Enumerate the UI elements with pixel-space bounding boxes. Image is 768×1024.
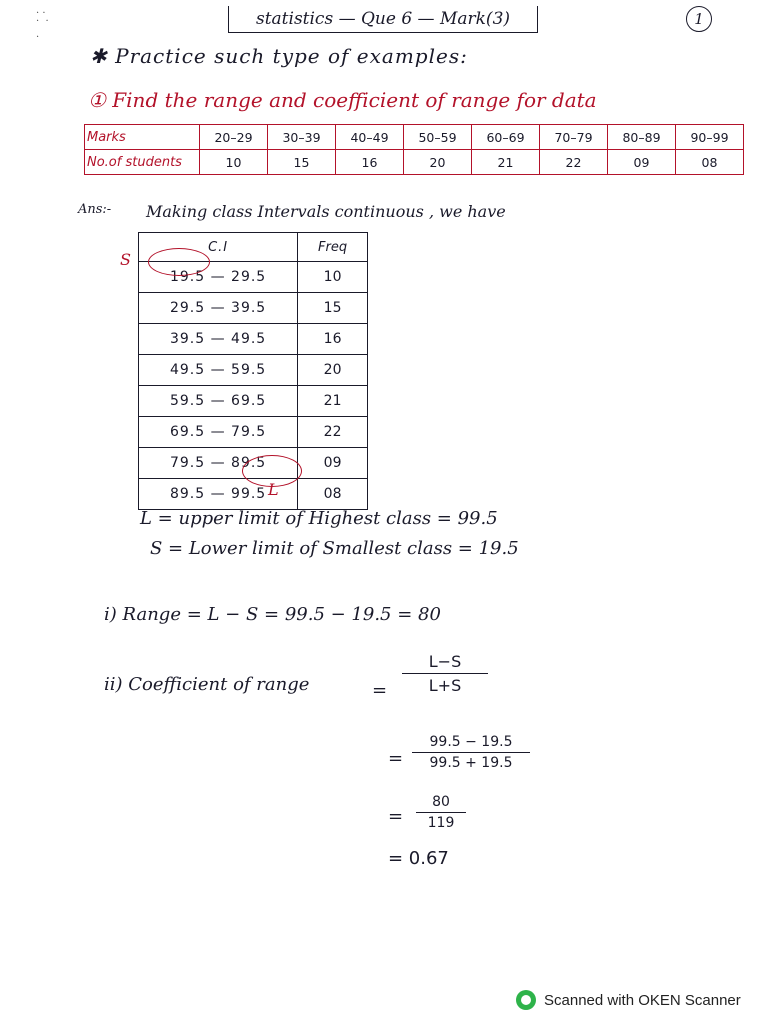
fraction-denominator: 99.5 + 19.5 xyxy=(412,752,530,771)
corner-dots: · · · · · xyxy=(36,8,49,43)
marks-cell: 60–69 xyxy=(472,125,540,150)
answer-prefix: Ans:- xyxy=(78,202,112,217)
ci-cell: 49.5 — 59.5 xyxy=(139,355,298,386)
students-cell: 08 xyxy=(676,150,744,175)
students-cell: 22 xyxy=(540,150,608,175)
marks-cell: 40–49 xyxy=(336,125,404,150)
fraction-denominator: L+S xyxy=(402,673,488,695)
equals-sign: = xyxy=(388,806,404,827)
freq-cell: 22 xyxy=(298,417,368,448)
page-number: 1 xyxy=(686,6,712,32)
table-row xyxy=(139,355,368,386)
lowest-limit-circle xyxy=(148,248,210,276)
table-row xyxy=(139,324,368,355)
freq-cell: 16 xyxy=(298,324,368,355)
ci-cell: 59.5 — 69.5 xyxy=(139,386,298,417)
equals-sign: = xyxy=(388,748,404,769)
students-cell: 20 xyxy=(404,150,472,175)
range-calculation: i) Range = L − S = 99.5 − 19.5 = 80 xyxy=(104,604,441,625)
marks-cell: 50–59 xyxy=(404,125,472,150)
table-row xyxy=(139,386,368,417)
fraction-numerator: 99.5 − 19.5 xyxy=(429,734,513,750)
definition-l: L = upper limit of Highest class = 99.5 xyxy=(140,508,498,529)
question-text: ① Find the range and coefficient of range for data xyxy=(88,88,597,112)
students-cell: 09 xyxy=(608,150,676,175)
ci-cell: 39.5 — 49.5 xyxy=(139,324,298,355)
fraction-numerator: L−S xyxy=(428,652,462,671)
freq-cell: 10 xyxy=(298,262,368,293)
freq-cell: 15 xyxy=(298,293,368,324)
page-header-title: statistics — Que 6 — Mark(3) xyxy=(228,6,538,33)
answer-text: Making class Intervals continuous , we have xyxy=(146,202,506,221)
marks-cell: 90–99 xyxy=(676,125,744,150)
ci-cell: 19.5 — 29.5 xyxy=(139,262,298,293)
marks-cell: 20–29 xyxy=(200,125,268,150)
students-cell: 21 xyxy=(472,150,540,175)
ci-cell: 89.5 — 99.5 xyxy=(139,479,298,510)
question-table xyxy=(84,124,744,175)
definition-s: S = Lower limit of Smallest class = 19.5 xyxy=(150,538,519,559)
students-cell: 16 xyxy=(336,150,404,175)
equals-sign: = xyxy=(372,680,388,701)
practice-heading: ✱ Practice such type of examples: xyxy=(90,44,468,68)
coefficient-label: ii) Coefficient of range xyxy=(104,674,310,695)
students-row xyxy=(85,150,744,175)
table-row xyxy=(139,293,368,324)
coefficient-result: = 0.67 xyxy=(388,848,449,869)
scanner-text: Scanned with OKEN Scanner xyxy=(544,991,741,1009)
marks-cell: 80–89 xyxy=(608,125,676,150)
freq-cell: 21 xyxy=(298,386,368,417)
fraction-denominator: 119 xyxy=(416,812,466,831)
ci-cell: 29.5 — 39.5 xyxy=(139,293,298,324)
marks-label: Marks xyxy=(85,125,200,150)
ci-cell: 79.5 — 89.5 xyxy=(139,448,298,479)
marks-row xyxy=(85,125,744,150)
ci-cell: 69.5 — 79.5 xyxy=(139,417,298,448)
l-marker: L xyxy=(268,480,279,499)
fraction-substituted xyxy=(412,734,530,771)
table-row xyxy=(139,417,368,448)
freq-cell: 20 xyxy=(298,355,368,386)
scanner-watermark xyxy=(516,990,741,1010)
marks-cell: 70–79 xyxy=(540,125,608,150)
fraction-simplified xyxy=(416,794,466,831)
fraction-formula xyxy=(402,652,488,695)
fraction-numerator: 80 xyxy=(432,794,450,810)
freq-cell: 09 xyxy=(298,448,368,479)
freq-header: Freq xyxy=(298,233,368,262)
ci-header: C.I xyxy=(139,233,298,262)
students-cell: 10 xyxy=(200,150,268,175)
marks-cell: 30–39 xyxy=(268,125,336,150)
students-cell: 15 xyxy=(268,150,336,175)
freq-cell: 08 xyxy=(298,479,368,510)
students-label: No.of students xyxy=(85,150,200,175)
s-marker: S xyxy=(120,250,131,269)
scanner-logo-icon xyxy=(516,990,536,1010)
